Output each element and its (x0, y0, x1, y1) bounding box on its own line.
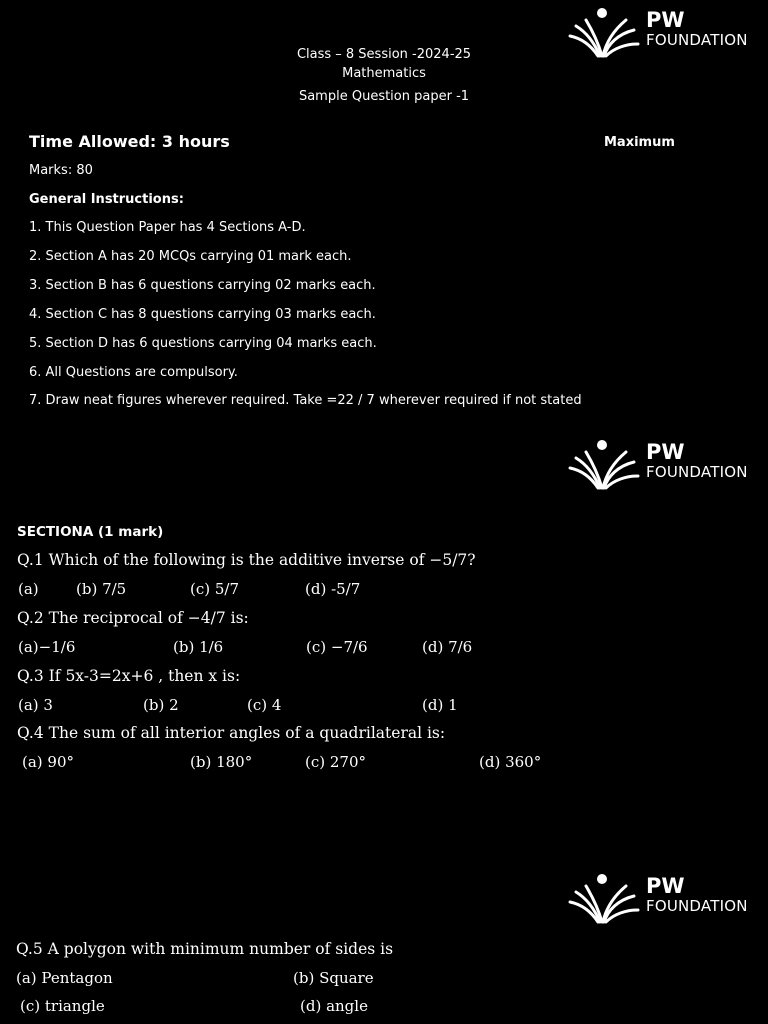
logo-pw-text: PW (646, 440, 685, 464)
option: (d) 1 (422, 696, 458, 714)
option: (a) 90° (22, 753, 75, 771)
option: (b) 2 (143, 696, 179, 714)
question-text: Q.4 The sum of all interior angles of a quadrilateral is: (17, 724, 446, 742)
instruction-item: 3. Section B has 6 questions carrying 02 marks each. (29, 278, 376, 293)
option: (c) 4 (247, 696, 282, 714)
option: (a)−1/6 (18, 638, 76, 656)
instruction-item: 7. Draw neat figures wherever required. Take =22 / 7 wherever required if not stated (29, 393, 582, 408)
option: (b) 1/6 (173, 638, 224, 656)
option: (a) Pentagon (16, 969, 113, 987)
instruction-item: 6. All Questions are compulsory. (29, 365, 238, 380)
instruction-item: 4. Section C has 8 questions carrying 03 marks each. (29, 307, 376, 322)
question-text: Q.5 A polygon with minimum number of sides is (16, 940, 394, 958)
logo-foundation-text: FOUNDATION (646, 463, 748, 481)
question-text: Q.2 The reciprocal of −4/7 is: (17, 609, 249, 627)
question-text: Q.1 Which of the following is the additive inverse of −5/7? (17, 551, 476, 569)
option: (d) 360° (479, 753, 542, 771)
instruction-item: 5. Section D has 6 questions carrying 04 marks each. (29, 336, 377, 351)
section-a-title: SECTIONA (1 mark) (17, 524, 164, 540)
instructions-title: General Instructions: (29, 192, 184, 207)
pw-foundation-logo (568, 440, 758, 492)
instruction-item: 2. Section A has 20 MCQs carrying 01 mark each. (29, 249, 352, 264)
option: (c) −7/6 (306, 638, 368, 656)
logo-foundation-text: FOUNDATION (646, 31, 748, 49)
marks-label: Marks: 80 (29, 163, 93, 178)
subject-line: Mathematics (342, 66, 426, 81)
logo-foundation-text: FOUNDATION (646, 897, 748, 915)
paper-title: Sample Question paper -1 (298, 89, 470, 104)
logo-pw-text: PW (646, 8, 685, 32)
maximum-label: Maximum (604, 135, 675, 150)
pw-flame-icon (568, 874, 640, 924)
option: (d) -5/7 (305, 580, 361, 598)
question-text: Q.3 If 5x-3=2x+6 , then x is: (17, 667, 241, 685)
option: (c) 5/7 (190, 580, 240, 598)
option: (b) 7/5 (76, 580, 127, 598)
option: (c) 270° (305, 753, 367, 771)
pw-flame-icon (568, 440, 640, 490)
instruction-item: 1. This Question Paper has 4 Sections A-D. (29, 220, 306, 235)
option: (a) 3 (18, 696, 53, 714)
option: (d) angle (300, 997, 368, 1015)
option: (c) triangle (20, 997, 105, 1015)
time-allowed: Time Allowed: 3 hours (29, 132, 230, 151)
logo-pw-text: PW (646, 874, 685, 898)
option: (b) 180° (190, 753, 253, 771)
option: (d) 7/6 (422, 638, 473, 656)
option: (a) (18, 580, 39, 598)
pw-foundation-logo (568, 874, 758, 926)
class-session-line: Class – 8 Session -2024-25 (296, 47, 472, 62)
option: (b) Square (293, 969, 374, 987)
